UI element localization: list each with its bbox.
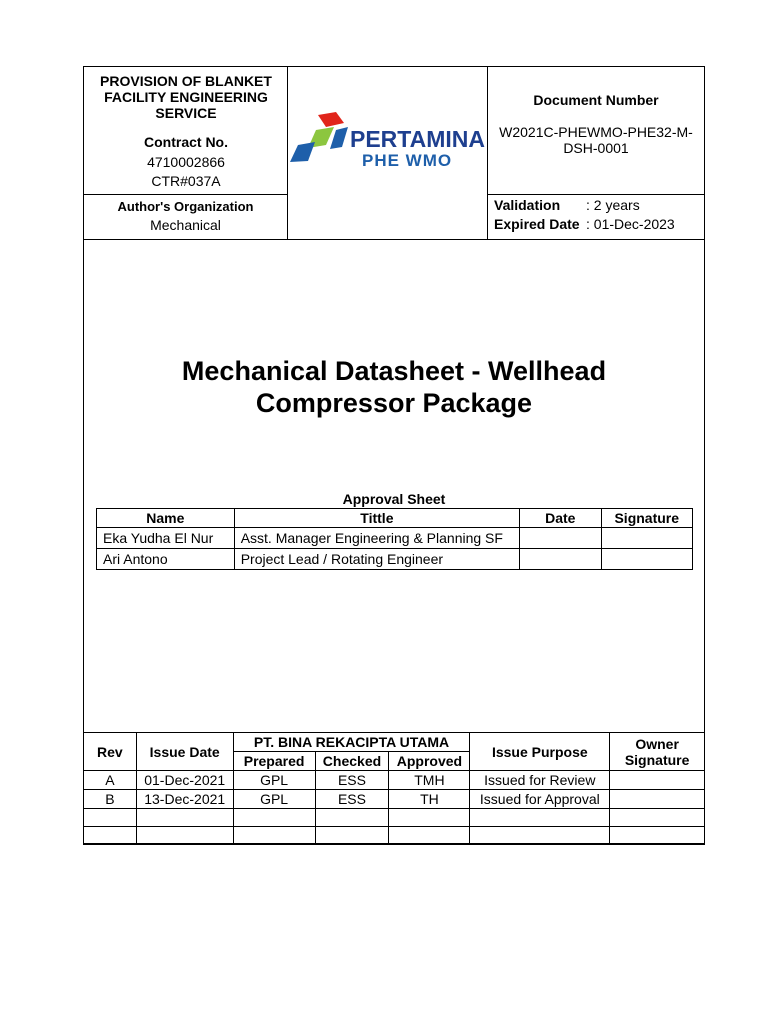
owner-signature-cell: [610, 790, 705, 809]
logo-sub-text: PHE WMO: [362, 151, 453, 170]
table-row: [84, 771, 705, 790]
owner-header-line: Owner: [635, 735, 679, 752]
pertamina-logo: [288, 67, 488, 194]
rev-cell: B: [84, 790, 137, 809]
project-title: [84, 73, 288, 121]
owner-signature-header: [610, 733, 705, 771]
approval-header-signature: Signature: [601, 509, 692, 528]
approved-cell: [389, 809, 470, 827]
issue-purpose-cell: [470, 827, 610, 845]
issue-purpose-cell: [470, 809, 610, 827]
prepared-cell: [233, 827, 315, 845]
doc-number-label: Document Number: [533, 92, 659, 108]
owner-signature-cell: [610, 827, 705, 845]
project-title-line: SERVICE: [155, 105, 217, 121]
revision-header-row: [84, 733, 705, 752]
rev-cell: A: [84, 771, 137, 790]
approval-header-row: [97, 509, 693, 528]
table-row: [84, 827, 705, 845]
header-bottom-line: [84, 239, 704, 240]
doc-number-line2: DSH-0001: [563, 140, 629, 156]
approval-signature: [601, 549, 692, 570]
contract-number: 4710002866: [147, 154, 225, 170]
approval-name: Ari Antono: [97, 549, 235, 570]
approved-cell: [389, 827, 470, 845]
approval-date: [520, 528, 601, 549]
company-header: PT. BINA REKACIPTA UTAMA: [233, 733, 470, 752]
issue-date-header: Issue Date: [136, 733, 233, 771]
checked-cell: [315, 809, 389, 827]
prepared-header: Prepared: [233, 752, 315, 771]
issue-date-cell: [136, 827, 233, 845]
header-hline-right: [487, 194, 704, 195]
prepared-cell: GPL: [233, 771, 315, 790]
approved-cell: TMH: [389, 771, 470, 790]
revision-table: [83, 732, 705, 845]
issue-purpose-cell: Issued for Review: [470, 771, 610, 790]
issue-date-cell: 13-Dec-2021: [136, 790, 233, 809]
checked-cell: [315, 827, 389, 845]
issue-purpose-cell: Issued for Approval: [470, 790, 610, 809]
logo-brand-text: PERTAMINA: [350, 126, 486, 152]
ctr-number: CTR#037A: [151, 173, 221, 189]
validation-value: : 2 years: [586, 197, 640, 213]
issue-purpose-header: Issue Purpose: [470, 733, 610, 771]
document-title-line: Compressor Package: [255, 388, 533, 418]
owner-header-line: Signature: [624, 751, 690, 768]
project-title-line: FACILITY ENGINEERING: [104, 89, 268, 105]
table-row: [84, 809, 705, 827]
rev-header: Rev: [84, 733, 137, 771]
rev-cell: [84, 809, 137, 827]
approval-header-name: Name: [97, 509, 235, 528]
approved-cell: TH: [389, 790, 470, 809]
author-org-value: Mechanical: [150, 217, 221, 233]
table-row: [97, 528, 693, 549]
table-row: [97, 549, 693, 570]
project-info: [84, 67, 288, 194]
prepared-cell: GPL: [233, 790, 315, 809]
expired-date-label: Expired Date: [494, 216, 580, 232]
contract-label: Contract No.: [144, 134, 228, 150]
document-frame: [83, 66, 705, 844]
approval-date: [520, 549, 601, 570]
author-org-label: Author's Organization: [117, 199, 254, 214]
document-number-block: [488, 67, 704, 194]
owner-signature-cell: [610, 809, 705, 827]
expired-date-value: : 01-Dec-2023: [586, 216, 675, 232]
validation-label: Validation: [494, 197, 561, 213]
approval-header-title: Tittle: [234, 509, 519, 528]
doc-number-line1: W2021C-PHEWMO-PHE32-M-: [499, 124, 693, 140]
approval-signature: [601, 528, 692, 549]
approval-title: Project Lead / Rotating Engineer: [234, 549, 519, 570]
checked-cell: ESS: [315, 771, 389, 790]
document-title-line: Mechanical Datasheet - Wellhead: [181, 356, 607, 386]
approval-header-date: Date: [520, 509, 601, 528]
approval-name: Eka Yudha El Nur: [97, 528, 235, 549]
pertamina-logo-icon: [288, 67, 488, 194]
checked-cell: ESS: [315, 790, 389, 809]
validation-block: [494, 197, 704, 239]
approval-title: Asst. Manager Engineering & Planning SF: [234, 528, 519, 549]
table-row: [84, 790, 705, 809]
prepared-cell: [233, 809, 315, 827]
document-title: [84, 355, 704, 419]
issue-date-cell: 01-Dec-2021: [136, 771, 233, 790]
owner-signature-cell: [610, 771, 705, 790]
author-organization: [84, 195, 287, 239]
approval-sheet-caption: Approval Sheet: [342, 491, 446, 507]
rev-cell: [84, 827, 137, 845]
approval-table: [96, 508, 693, 570]
approved-header: Approved: [389, 752, 470, 771]
checked-header: Checked: [315, 752, 389, 771]
issue-date-cell: [136, 809, 233, 827]
project-title-line: PROVISION OF BLANKET: [100, 73, 272, 89]
